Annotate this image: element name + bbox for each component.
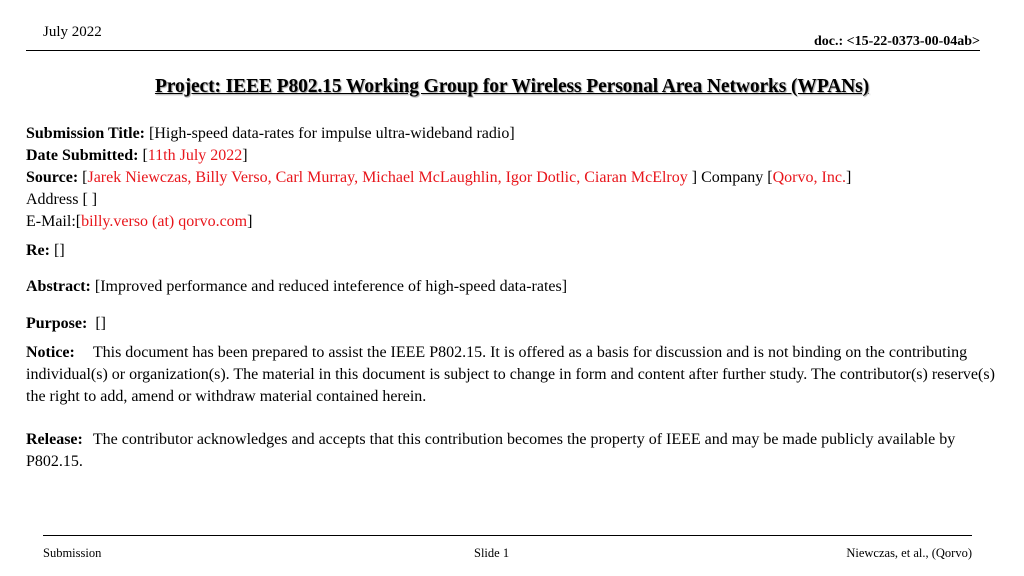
company-label: Company (701, 169, 764, 186)
submission-title-label: Submission Title: (26, 125, 146, 142)
address-value: [ ] (82, 191, 98, 208)
email-line: E-Mail:[billy.verso (at) qorvo.com] (26, 213, 253, 230)
abstract-line (26, 276, 1001, 298)
source-label: Source: (26, 169, 79, 186)
date-submitted-label: Date Submitted: (26, 147, 139, 164)
re-line (26, 240, 1001, 262)
date-submitted-value: 11th July 2022 (147, 147, 243, 164)
project-title: Project: IEEE P802.15 Working Group for Wireless Personal Area Networks (WPANs) (154, 76, 870, 97)
submission-title-line (26, 123, 1001, 145)
footer-rule (43, 535, 972, 536)
address-line (26, 189, 1001, 211)
notice-paragraph (26, 342, 1001, 408)
re-label: Re: (26, 242, 50, 259)
purpose-label: Purpose: (26, 315, 88, 332)
release-label: Release: (26, 431, 83, 448)
metadata-block (26, 123, 1001, 233)
purpose-value: [] (95, 315, 106, 332)
doc-id (814, 34, 980, 50)
re-value: [] (53, 242, 65, 259)
release-text: The contributor acknowledges and accepts that this contribution becomes the property of IEEE and may be made publicly available by P802.15. (26, 431, 956, 470)
submission-title-value: [High-speed data-rates for impulse ultra-wideband radio] (149, 125, 515, 142)
release-paragraph (26, 429, 1001, 473)
footer-authors: Niewczas, et al., (Qorvo) (846, 546, 972, 560)
source-authors: Jarek Niewczas, Billy Verso, Carl Murray, Michael McLaughlin, Igor Dotlic, Ciaran McElroy (87, 169, 692, 186)
doc-prefix: doc.: (813, 34, 847, 49)
source-line: Source: [Jarek Niewczas, Billy Verso, Carl Murray, Michael McLaughlin, Igor Dotlic, Ciaran McElroy ] Company [Qorvo, Inc.] (26, 169, 852, 186)
header-date: July 2022 (43, 24, 102, 40)
abstract-label: Abstract: (26, 278, 91, 295)
header-rule (26, 50, 980, 51)
email-value: billy.verso (at) qorvo.com (81, 213, 248, 230)
purpose-line (26, 313, 1001, 335)
company-value: Qorvo, Inc. (772, 169, 846, 186)
notice-text: This document has been prepared to assist the IEEE P802.15. It is offered as a basis for discussion and is not binding on the contributing individual(s) or organization(s). The material in this document is subject to change in form and content after further study. The contributor(s) reserve(s) the right to add, amend or withdraw material contained herein. (26, 344, 995, 405)
date-submitted-line: Date Submitted: [11th July 2022] (26, 147, 248, 164)
footer-submission: Submission (43, 546, 102, 560)
abstract-value: [Improved performance and reduced inteference of high-speed data-rates] (94, 278, 568, 295)
address-label: Address (26, 191, 79, 208)
notice-label: Notice: (26, 344, 75, 361)
footer-slide-number: Slide 1 (474, 546, 510, 560)
email-label: E-Mail: (26, 213, 76, 230)
doc-number: <15-22-0373-00-04ab> (846, 34, 980, 49)
